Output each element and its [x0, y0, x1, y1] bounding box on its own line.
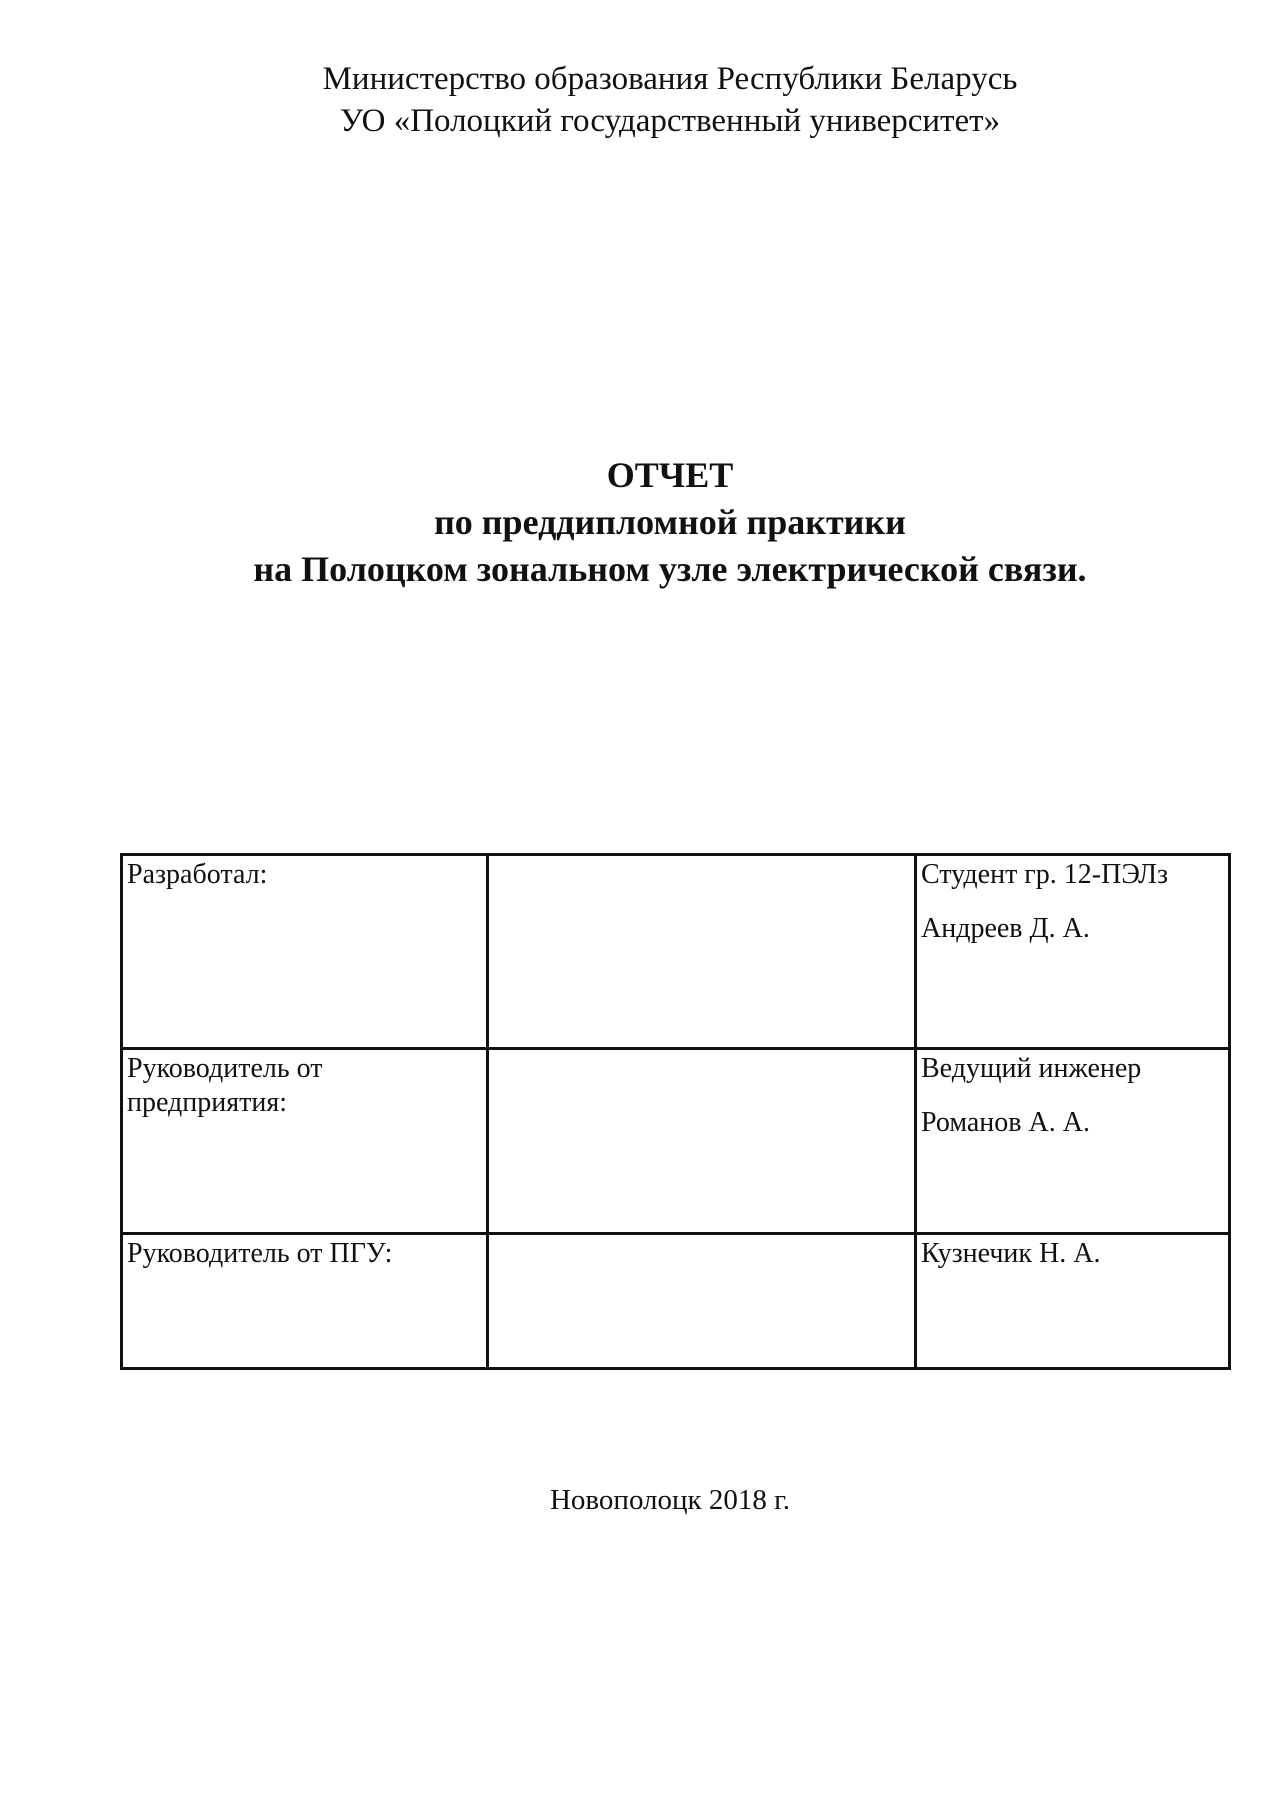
name-cell	[916, 1234, 1230, 1369]
name-cell	[916, 1049, 1230, 1234]
role-cell: Разработал:	[122, 855, 488, 1049]
ministry-header	[0, 58, 1280, 142]
table-row	[122, 855, 1230, 1049]
role-cell: Руководитель от ПГУ:	[122, 1234, 488, 1369]
city-year: Новополоцк 2018 г.	[549, 1484, 791, 1516]
report-place: на Полоцком зональном узле электрической связи.	[253, 549, 1087, 589]
table-row	[122, 1234, 1230, 1369]
position-text: Студент гр. 12-ПЭЛз	[921, 859, 1169, 890]
university-name: УО «Полоцкий государственный университет»	[339, 103, 1001, 139]
name-cell	[916, 855, 1230, 1049]
role-cell: Руководитель от предприятия:	[122, 1049, 488, 1234]
report-title-block	[0, 452, 1280, 593]
person-name: Кузнечик Н. А.	[921, 1238, 1101, 1269]
ministry-name: Министерство образования Республики Беларусь	[322, 61, 1018, 97]
signature-cell	[488, 855, 916, 1049]
report-title: ОТЧЕТ	[606, 455, 734, 495]
position-text: Ведущий инженер	[921, 1053, 1142, 1084]
person-name: Романов А. А.	[921, 1107, 1090, 1138]
report-subtitle: по преддипломной практики	[434, 502, 906, 542]
signature-cell	[488, 1234, 916, 1369]
signatures-table	[120, 853, 1231, 1370]
table-row	[122, 1049, 1230, 1234]
person-name: Андреев Д. А.	[921, 913, 1090, 944]
signature-cell	[488, 1049, 916, 1234]
